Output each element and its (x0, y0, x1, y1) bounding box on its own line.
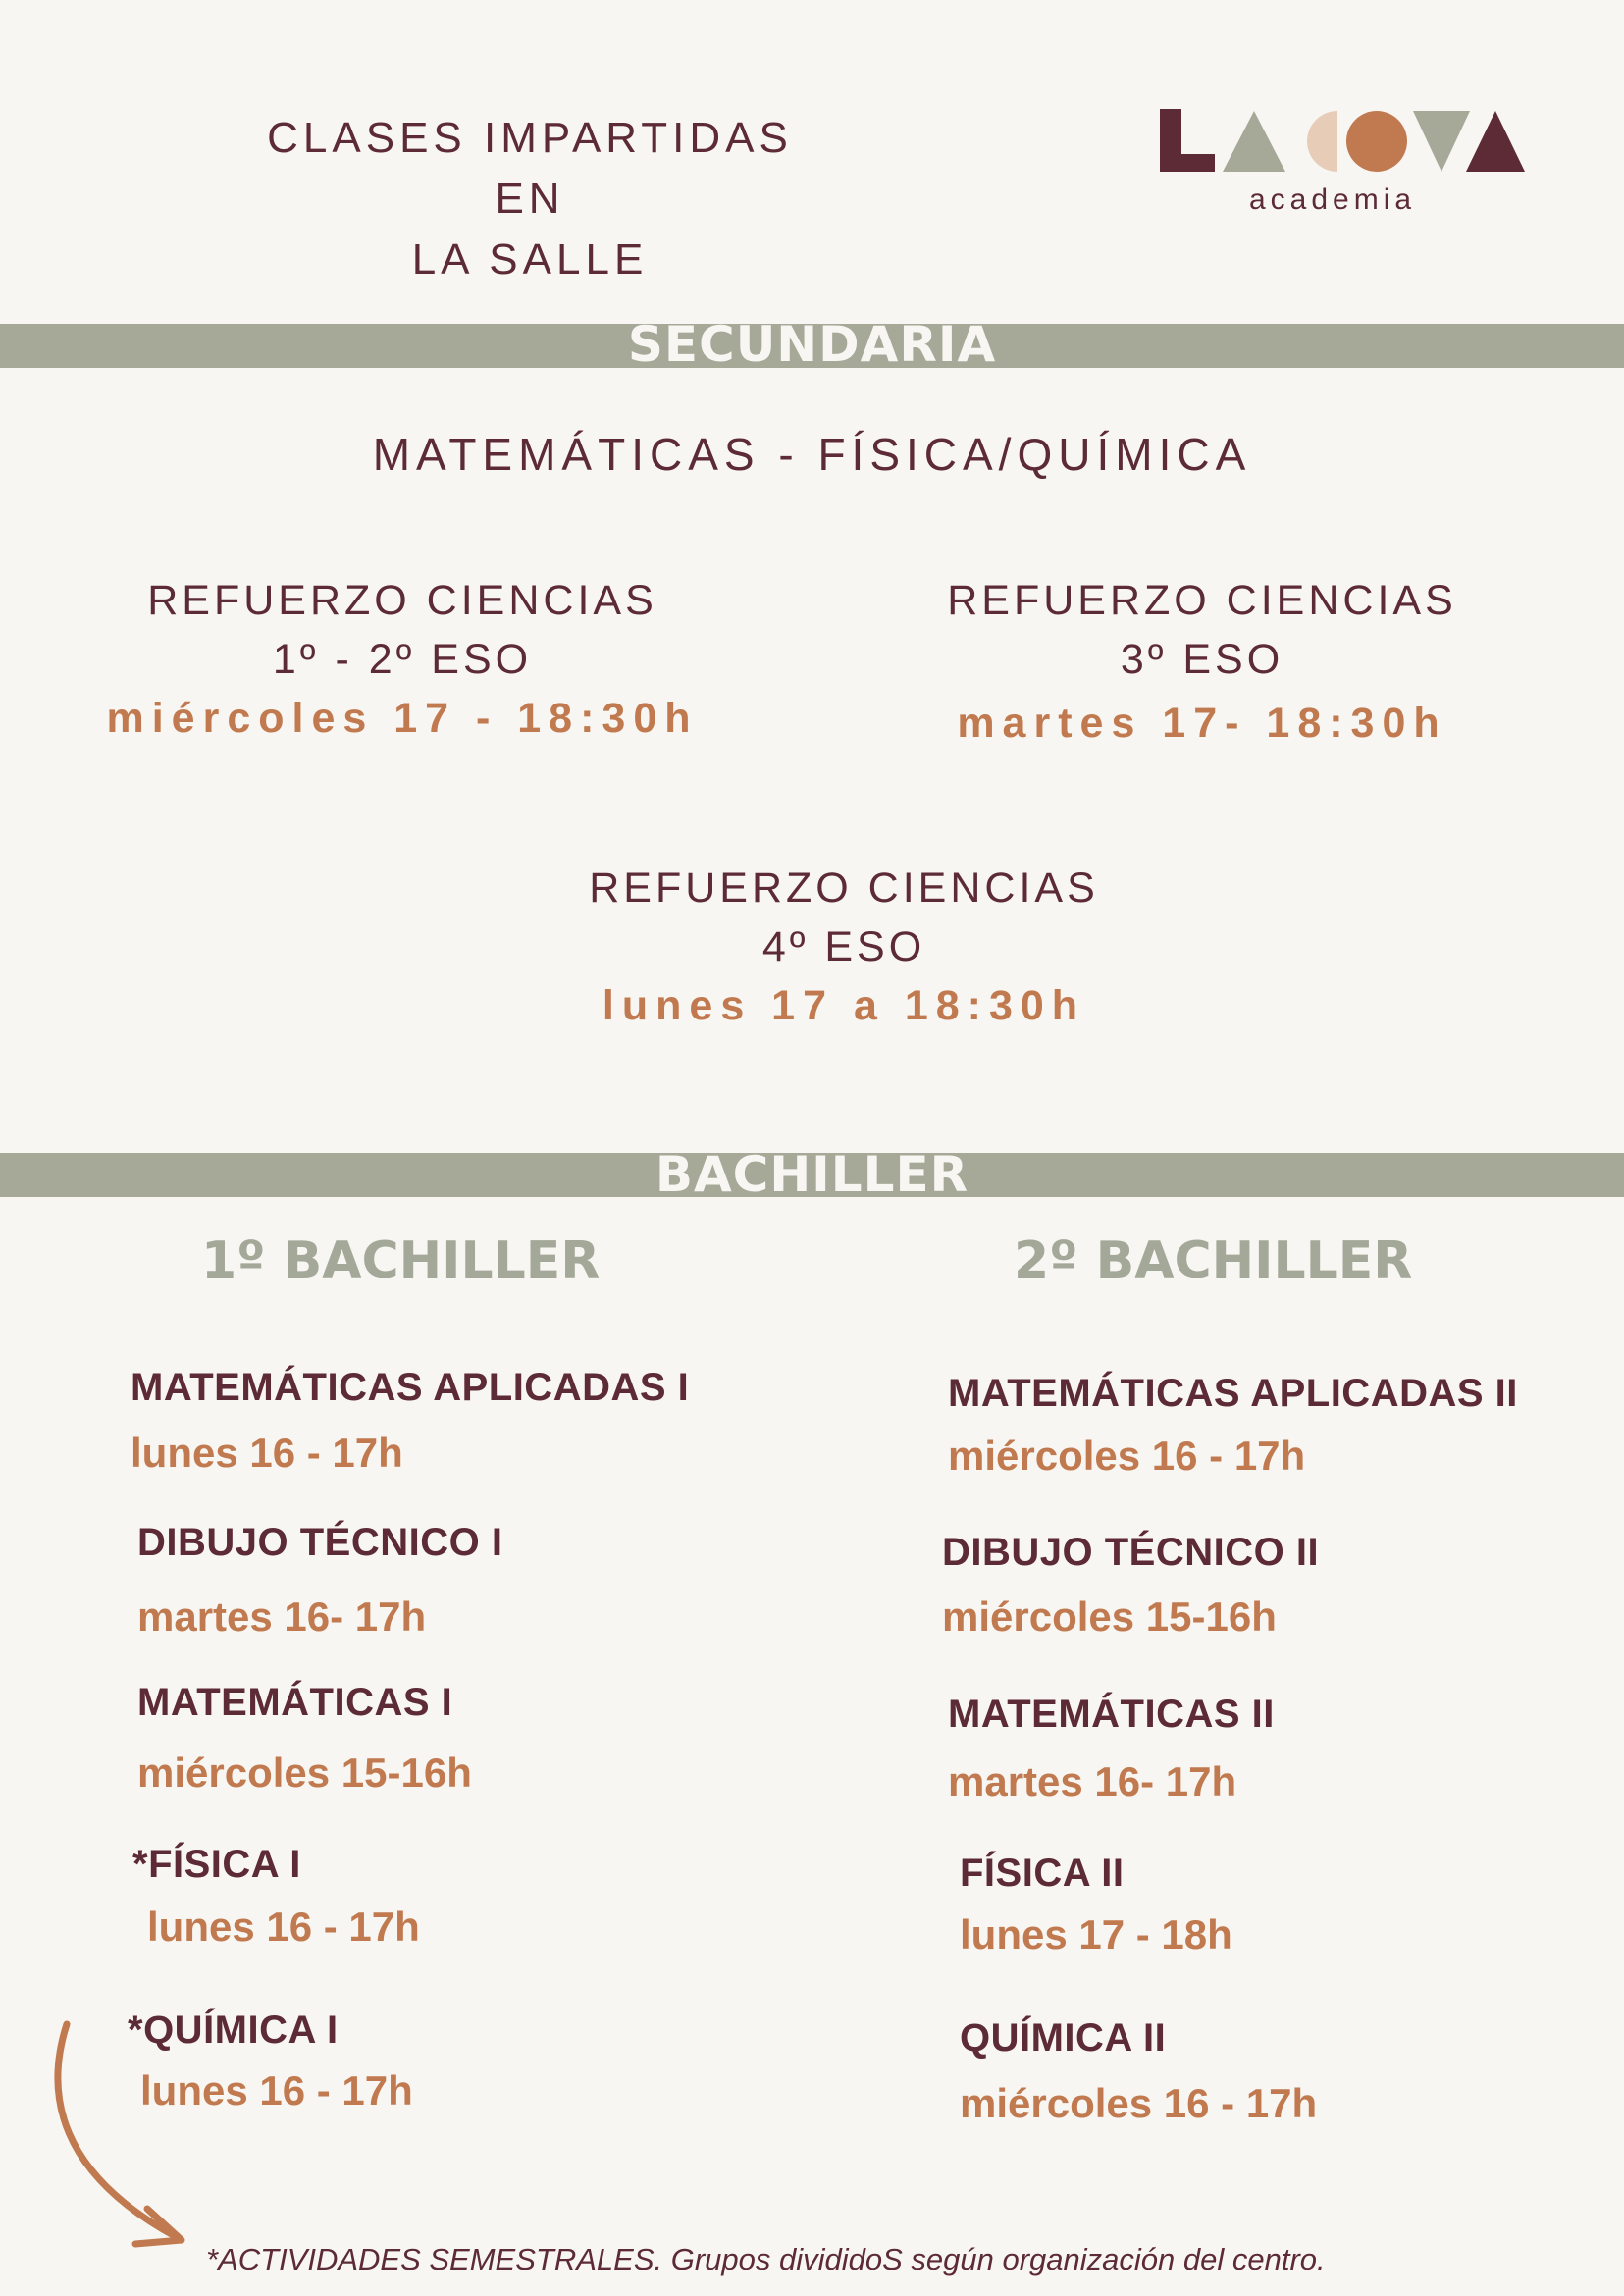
course-title: MATEMÁTICAS II (948, 1693, 1275, 1736)
bachiller-heading: BACHILLER (655, 1146, 969, 1197)
curved-arrow-icon (39, 2016, 206, 2257)
block-time: miércoles 17 - 18:30h (106, 695, 699, 742)
course-time: lunes 16 - 17h (140, 2067, 413, 2113)
secundaria-subjects: MATEMÁTICAS - FÍSICA/QUÍMICA (372, 429, 1252, 480)
block-level: 1º - 2º ESO (272, 636, 533, 683)
course-title: *FÍSICA I (132, 1843, 301, 1886)
block-title: REFUERZO CIENCIAS (147, 577, 657, 624)
course-time: miércoles 16 - 17h (960, 2080, 1318, 2126)
course-time: miércoles 15-16h (942, 1593, 1277, 1640)
course-time: lunes 17 - 18h (960, 1911, 1232, 1957)
footnote: *ACTIVIDADES SEMESTRALES. Grupos divididoS según organización del centro. (206, 2242, 1326, 2276)
course-title: MATEMÁTICAS APLICADAS I (131, 1366, 690, 1409)
course-time: martes 16- 17h (137, 1593, 427, 1640)
course-time: miércoles 16 - 17h (948, 1433, 1306, 1479)
course-time: lunes 16 - 17h (147, 1904, 420, 1950)
block-title: REFUERZO CIENCIAS (947, 577, 1457, 624)
block-time: martes 17- 18:30h (957, 700, 1447, 747)
eso-4-block (550, 859, 1138, 1035)
col2-heading: 2º BACHILLER (1014, 1231, 1413, 1290)
course-title: QUÍMICA II (960, 2016, 1167, 2060)
eso-1-2-block (98, 571, 707, 748)
col1-heading: 1º BACHILLER (201, 1231, 601, 1290)
course-time: miércoles 15-16h (137, 1749, 472, 1796)
block-level: 3º ESO (1120, 636, 1284, 683)
page-title (236, 108, 824, 290)
title-line-2: LA SALLE (411, 235, 649, 284)
block-level: 4º ESO (761, 923, 926, 970)
logo-subtitle: academia (1249, 183, 1417, 216)
course-time: lunes 16 - 17h (131, 1430, 403, 1476)
title-line-1: CLASES IMPARTIDAS EN (267, 114, 793, 223)
course-title: DIBUJO TÉCNICO I (137, 1521, 503, 1564)
course-time: martes 16- 17h (948, 1758, 1237, 1804)
course-title: MATEMÁTICAS I (137, 1681, 453, 1724)
block-title: REFUERZO CIENCIAS (589, 864, 1099, 912)
course-title: FÍSICA II (960, 1852, 1125, 1895)
academy-logo (1156, 103, 1529, 231)
secundaria-heading: SECUNDARIA (627, 316, 997, 373)
course-title: DIBUJO TÉCNICO II (942, 1531, 1320, 1574)
course-title: *QUÍMICA I (128, 2009, 339, 2052)
course-title: MATEMÁTICAS APLICADAS II (948, 1372, 1518, 1415)
block-time: lunes 17 a 18:30h (602, 982, 1086, 1029)
la-cova-logo-mark (1156, 103, 1529, 182)
eso-3-block (932, 571, 1472, 753)
